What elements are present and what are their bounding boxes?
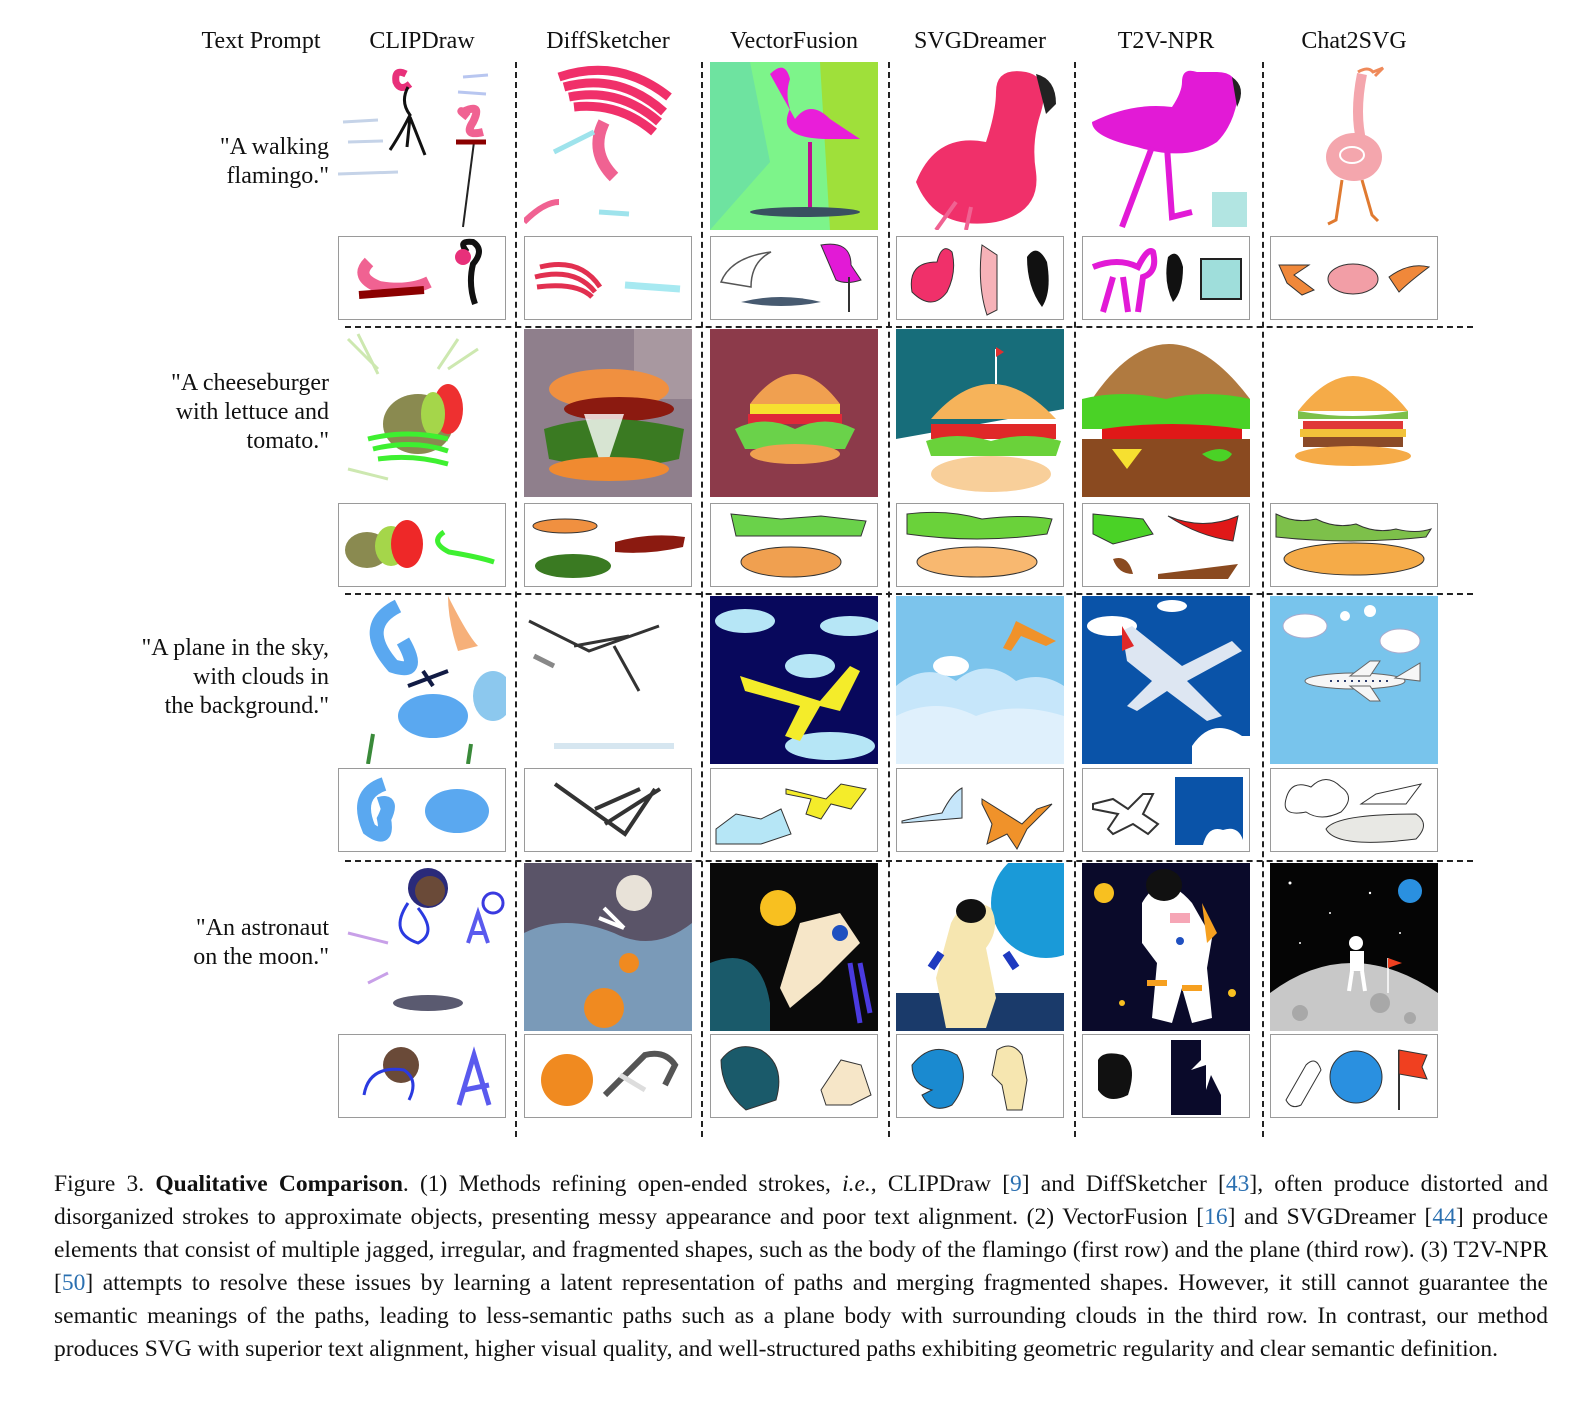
prompt-line: with lettuce and bbox=[175, 399, 329, 425]
astronaut-t2vnpr-image bbox=[1082, 863, 1250, 1031]
flamingo-vectorfusion-paths bbox=[710, 236, 878, 320]
astronaut-t2vnpr-paths bbox=[1082, 1034, 1250, 1118]
plane-svgdreamer-image bbox=[896, 596, 1064, 764]
flamingo-t2vnpr-image bbox=[1082, 62, 1250, 230]
header-clipdraw: CLIPDraw bbox=[369, 28, 475, 54]
astronaut-vectorfusion-paths bbox=[710, 1034, 878, 1118]
prompt-flamingo bbox=[69, 133, 329, 191]
header-chat2svg: Chat2SVG bbox=[1301, 28, 1407, 54]
prompt-line: "A walking bbox=[219, 134, 329, 160]
caption-text: ] attempts to resolve these issues by learning a latent representation of paths and merging fragmented shapes. However, it still cannot guarantee the semantic meanings of the paths, leading to less-semantic paths such as a plane body with surrounding clouds in the third row. In contrast, our method produces SVG with superior text alignment, higher visual quality, and well-structured paths exhibiting geometric regularity and clear semantic definition. bbox=[54, 1270, 1548, 1362]
row-divider bbox=[345, 593, 1473, 595]
header-t2v-npr: T2V-NPR bbox=[1117, 28, 1215, 54]
figure-caption bbox=[54, 1168, 1548, 1366]
plane-vectorfusion-paths bbox=[710, 768, 878, 852]
astronaut-chat2svg-image bbox=[1270, 863, 1438, 1031]
flamingo-diffsketcher-image bbox=[524, 62, 692, 230]
caption-ie: i.e. bbox=[842, 1171, 871, 1197]
burger-diffsketcher-image bbox=[524, 329, 692, 497]
burger-diffsketcher-paths bbox=[524, 503, 692, 587]
astronaut-clipdraw-paths bbox=[338, 1034, 506, 1118]
burger-svgdreamer-paths bbox=[896, 503, 1064, 587]
plane-chat2svg-paths bbox=[1270, 768, 1438, 852]
column-divider bbox=[701, 62, 703, 1137]
plane-t2vnpr-paths bbox=[1082, 768, 1250, 852]
prompt-line: the background." bbox=[164, 693, 329, 719]
burger-vectorfusion-paths bbox=[710, 503, 878, 587]
flamingo-vectorfusion-image bbox=[710, 62, 878, 230]
flamingo-svgdreamer-paths bbox=[896, 236, 1064, 320]
column-divider bbox=[1262, 62, 1264, 1137]
citation-link[interactable]: 44 bbox=[1432, 1204, 1456, 1230]
astronaut-diffsketcher-paths bbox=[524, 1034, 692, 1118]
burger-t2vnpr-image bbox=[1082, 329, 1250, 497]
flamingo-clipdraw-paths bbox=[338, 236, 506, 320]
plane-t2vnpr-image bbox=[1082, 596, 1250, 764]
astronaut-clipdraw-image bbox=[338, 863, 506, 1031]
citation-link[interactable]: 9 bbox=[1010, 1171, 1022, 1197]
plane-clipdraw-image bbox=[338, 596, 506, 764]
prompt-line: with clouds in bbox=[193, 664, 329, 690]
burger-vectorfusion-image bbox=[710, 329, 878, 497]
prompt-plane bbox=[69, 634, 329, 721]
caption-fig-label: Figure 3. bbox=[54, 1171, 145, 1197]
prompt-line: "An astronaut bbox=[195, 915, 329, 941]
header-svgdreamer: SVGDreamer bbox=[914, 28, 1046, 54]
astronaut-chat2svg-paths bbox=[1270, 1034, 1438, 1118]
burger-clipdraw-image bbox=[338, 329, 506, 497]
burger-t2vnpr-paths bbox=[1082, 503, 1250, 587]
citation-link[interactable]: 50 bbox=[61, 1270, 86, 1296]
caption-title: Qualitative Comparison bbox=[155, 1171, 403, 1197]
citation-link[interactable]: 16 bbox=[1204, 1204, 1228, 1230]
prompt-line: "A plane in the sky, bbox=[141, 635, 329, 661]
caption-text: ] and SVGDreamer [ bbox=[1227, 1204, 1433, 1230]
prompt-astronaut bbox=[69, 914, 329, 972]
column-divider bbox=[515, 62, 517, 1137]
burger-chat2svg-paths bbox=[1270, 503, 1438, 587]
flamingo-clipdraw-image bbox=[338, 62, 506, 230]
plane-clipdraw-paths bbox=[338, 768, 506, 852]
caption-text: ] produce elements that consist of multiple jagged, irregular, and fragmented shapes, such as the body of the flamingo (first row) and the plane (third row). (3) T2V-NPR [ bbox=[54, 1204, 1548, 1296]
caption-text: ] and DiffSketcher [ bbox=[1021, 1171, 1226, 1197]
prompt-line: "A cheeseburger bbox=[171, 370, 329, 396]
row-divider bbox=[345, 860, 1473, 862]
header-diffsketcher: DiffSketcher bbox=[546, 28, 670, 54]
flamingo-t2vnpr-paths bbox=[1082, 236, 1250, 320]
caption-text: ], often produce distorted and disorganized strokes to approximate objects, presenting messy appearance and poor text alignment. (2) VectorFusion [ bbox=[54, 1171, 1549, 1230]
flamingo-diffsketcher-paths bbox=[524, 236, 692, 320]
plane-svgdreamer-paths bbox=[896, 768, 1064, 852]
caption-text: , CLIPDraw [ bbox=[870, 1171, 1011, 1197]
astronaut-svgdreamer-image bbox=[896, 863, 1064, 1031]
plane-chat2svg-image bbox=[1270, 596, 1438, 764]
header-text-prompt: Text Prompt bbox=[201, 28, 321, 54]
header-vectorfusion: VectorFusion bbox=[730, 28, 858, 54]
prompt-cheeseburger bbox=[69, 369, 329, 456]
flamingo-chat2svg-image bbox=[1270, 62, 1438, 230]
prompt-line: tomato." bbox=[246, 428, 329, 454]
row-divider bbox=[345, 326, 1473, 328]
column-divider bbox=[888, 62, 890, 1137]
burger-chat2svg-image bbox=[1270, 329, 1438, 497]
prompt-line: on the moon." bbox=[193, 944, 329, 970]
flamingo-chat2svg-paths bbox=[1270, 236, 1438, 320]
astronaut-vectorfusion-image bbox=[710, 863, 878, 1031]
column-divider bbox=[1074, 62, 1076, 1137]
citation-link[interactable]: 43 bbox=[1225, 1171, 1250, 1197]
caption-text: . (1) Methods refining open-ended strokes, bbox=[402, 1171, 843, 1197]
prompt-line: flamingo." bbox=[226, 163, 329, 189]
astronaut-diffsketcher-image bbox=[524, 863, 692, 1031]
burger-clipdraw-paths bbox=[338, 503, 506, 587]
plane-vectorfusion-image bbox=[710, 596, 878, 764]
flamingo-svgdreamer-image bbox=[896, 62, 1064, 230]
plane-diffsketcher-paths bbox=[524, 768, 692, 852]
astronaut-svgdreamer-paths bbox=[896, 1034, 1064, 1118]
plane-diffsketcher-image bbox=[524, 596, 692, 764]
burger-svgdreamer-image bbox=[896, 329, 1064, 497]
